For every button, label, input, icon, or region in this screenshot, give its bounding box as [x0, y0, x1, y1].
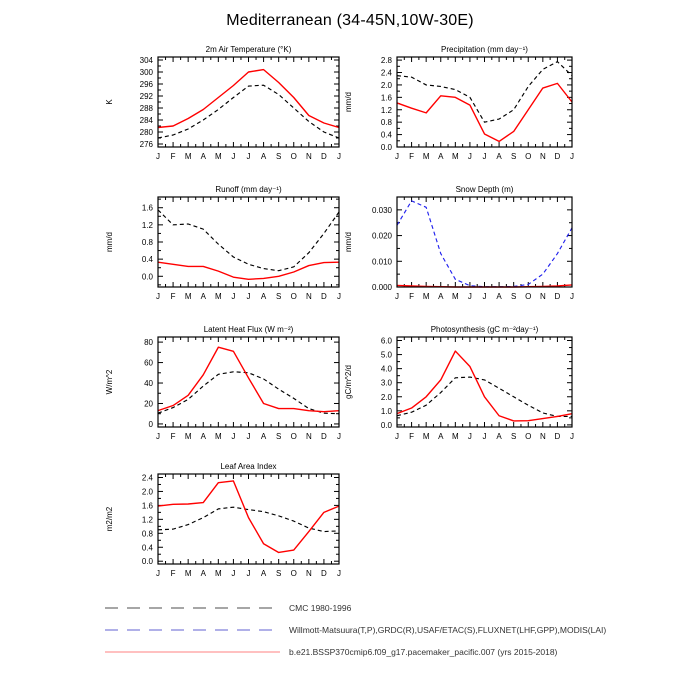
plot-frame: [158, 197, 339, 287]
y-axis-title: mm/d: [105, 232, 114, 252]
x-tick-label: J: [156, 292, 160, 301]
series-line-0: [158, 85, 339, 138]
x-tick-label: N: [305, 569, 312, 578]
x-tick-label: M: [214, 152, 222, 161]
x-tick-label: M: [184, 292, 192, 301]
y-tick-label: 0.000: [371, 283, 392, 292]
x-tick-label: O: [290, 569, 297, 578]
y-tick-label: 0.8: [380, 118, 392, 128]
chart-panel: [96, 181, 353, 317]
y-axis-title: m2/m2: [105, 506, 114, 532]
x-tick-labels: [395, 432, 574, 441]
chart-panel: [335, 181, 586, 317]
series-line-1: [158, 347, 339, 411]
x-tick-label: J: [246, 569, 251, 578]
x-tick-label: A: [200, 152, 206, 161]
y-tick-label: 0.0: [141, 557, 153, 567]
legend-line-dashed-black: [104, 604, 282, 612]
chart-title: 2m Air Temperature (°K): [205, 45, 292, 54]
y-tick-labels: [142, 204, 154, 282]
y-tick-label: 1.0: [380, 406, 392, 416]
x-tick-label: J: [570, 292, 574, 301]
series-line-1: [158, 262, 339, 279]
x-tick-label: M: [422, 292, 430, 301]
chart-title: Runoff (mm day⁻¹): [215, 185, 282, 194]
x-tick-labels: [156, 292, 341, 301]
x-tick-label: J: [482, 152, 487, 161]
y-axis-title: gC/m^2/d: [344, 365, 353, 399]
y-tick-label: 296: [139, 80, 153, 89]
y-tick-label: 40: [144, 379, 153, 389]
x-tick-label: J: [337, 569, 341, 578]
x-tick-label: F: [170, 569, 176, 578]
x-tick-label: S: [510, 152, 517, 161]
y-tick-label: 0.4: [380, 130, 392, 140]
y-tick-label: 2.0: [380, 392, 392, 402]
x-tick-label: N: [539, 292, 546, 301]
axis-ticks: [158, 197, 339, 287]
y-tick-label: 20: [144, 399, 153, 409]
legend: [104, 601, 606, 658]
legend-entry: [104, 645, 606, 658]
x-tick-label: O: [290, 432, 297, 441]
series-line-1: [158, 481, 339, 553]
chart-canvas: [96, 41, 353, 177]
x-tick-labels: [156, 152, 341, 161]
y-tick-label: 6.0: [380, 336, 392, 346]
x-tick-label: A: [260, 432, 267, 441]
x-tick-label: M: [422, 432, 430, 441]
y-tick-label: 80: [144, 338, 153, 348]
x-tick-label: F: [409, 152, 415, 161]
x-tick-label: A: [200, 432, 206, 441]
y-tick-labels: [140, 56, 154, 149]
chart-canvas: [96, 321, 353, 457]
x-tick-label: J: [395, 432, 399, 441]
x-tick-label: O: [290, 152, 297, 161]
y-tick-labels: [381, 56, 393, 152]
series-line-1: [397, 351, 572, 421]
legend-entry: [104, 623, 606, 636]
x-tick-label: N: [305, 292, 312, 301]
x-tick-label: A: [260, 152, 267, 161]
y-tick-labels: [142, 473, 154, 566]
y-tick-labels: [144, 338, 153, 429]
x-tick-label: J: [482, 432, 487, 441]
legend-line-solid-red: [104, 648, 282, 656]
x-tick-label: M: [214, 432, 222, 441]
x-tick-labels: [156, 432, 341, 441]
y-tick-label: 4.0: [380, 364, 392, 374]
x-tick-label: S: [275, 292, 282, 301]
x-tick-labels: [395, 292, 574, 301]
y-tick-label: 0.0: [380, 143, 392, 152]
chart-canvas: [335, 41, 586, 177]
x-tick-label: O: [290, 292, 297, 301]
chart-panel: [335, 41, 586, 177]
series-line-0: [397, 62, 572, 123]
x-tick-label: J: [231, 432, 236, 441]
y-tick-label: 0.8: [141, 529, 153, 539]
axis-ticks: [158, 337, 339, 427]
y-tick-label: 0.4: [141, 255, 153, 265]
chart-title: Precipitation (mm day⁻¹): [441, 45, 528, 54]
y-tick-label: 0.8: [141, 238, 153, 247]
x-tick-label: F: [170, 292, 176, 301]
y-tick-labels: [372, 206, 393, 292]
x-tick-label: S: [275, 432, 282, 441]
x-tick-label: J: [467, 152, 472, 161]
legend-label: CMC 1980-1996: [289, 602, 352, 613]
x-tick-label: J: [337, 292, 341, 301]
x-tick-labels: [395, 152, 574, 161]
x-tick-label: J: [231, 292, 236, 301]
x-tick-label: J: [231, 569, 236, 578]
x-tick-label: D: [554, 152, 561, 161]
x-tick-label: A: [200, 569, 206, 578]
y-tick-label: 300: [139, 68, 153, 77]
legend-label: b.e21.BSSP370cmip6.f09_g17.pacemaker_pacific.007 (yrs 2015-2018): [289, 646, 558, 657]
y-tick-label: 0.010: [371, 257, 392, 267]
series-line-0: [397, 201, 572, 287]
x-tick-label: S: [275, 569, 282, 578]
series-line-1: [158, 70, 339, 128]
axis-ticks: [158, 57, 339, 147]
chart-canvas: [335, 181, 586, 317]
x-tick-label: M: [451, 152, 459, 161]
x-tick-label: J: [246, 292, 251, 301]
y-tick-label: 1.6: [380, 93, 392, 103]
chart-panel: [96, 41, 353, 177]
chart-title: Leaf Area Index: [220, 462, 277, 471]
legend-line-dashed-blue: [104, 626, 282, 634]
y-tick-label: 0.0: [380, 420, 392, 430]
x-tick-label: F: [409, 432, 415, 441]
x-tick-label: A: [200, 292, 206, 301]
x-tick-label: J: [246, 432, 251, 441]
series-line-1: [397, 83, 572, 141]
x-tick-label: M: [451, 432, 459, 441]
chart-canvas: [96, 458, 353, 594]
y-axis-title: K: [105, 99, 114, 105]
x-tick-label: M: [422, 152, 430, 161]
y-tick-label: 0.030: [371, 205, 392, 215]
x-tick-label: A: [438, 432, 444, 441]
x-tick-label: J: [467, 432, 472, 441]
axis-ticks: [397, 197, 572, 287]
legend-label: Willmott-Matsuura(T,P),GRDC(R),USAF/ETAC(S),FLUXNET(LHF,GPP),MODIS(LAI): [289, 624, 607, 635]
x-tick-label: J: [156, 569, 160, 578]
x-tick-label: A: [438, 292, 444, 301]
y-tick-label: 3.0: [380, 378, 392, 388]
x-tick-label: J: [156, 152, 160, 161]
x-tick-label: M: [214, 292, 222, 301]
y-tick-label: 304: [139, 56, 153, 65]
x-tick-label: D: [321, 292, 327, 301]
y-axis-title: W/m^2: [105, 369, 114, 395]
x-tick-label: M: [184, 569, 192, 578]
x-tick-label: A: [260, 292, 267, 301]
chart-title: Snow Depth (m): [455, 185, 514, 194]
y-tick-label: 2.0: [141, 487, 153, 497]
y-tick-label: 2.4: [380, 68, 392, 78]
x-tick-label: M: [184, 432, 192, 441]
x-tick-label: F: [409, 292, 415, 301]
y-tick-label: 2.4: [141, 473, 153, 483]
x-tick-label: J: [156, 432, 160, 441]
x-tick-label: O: [525, 292, 532, 301]
x-tick-label: O: [525, 432, 532, 441]
plot-frame: [397, 197, 572, 287]
x-tick-label: D: [321, 152, 327, 161]
x-tick-label: D: [554, 292, 561, 301]
x-tick-label: J: [246, 152, 251, 161]
x-tick-label: S: [275, 152, 282, 161]
chart-title: Latent Heat Flux (W m⁻²): [203, 325, 294, 334]
x-tick-label: D: [554, 432, 561, 441]
y-tick-label: 292: [139, 92, 153, 101]
y-tick-label: 60: [144, 358, 153, 368]
x-tick-label: N: [539, 152, 546, 161]
y-tick-label: 5.0: [380, 350, 392, 360]
y-tick-label: 276: [139, 140, 153, 149]
y-tick-labels: [381, 337, 393, 430]
x-tick-label: J: [337, 432, 341, 441]
y-tick-label: 2.0: [380, 80, 392, 90]
y-tick-label: 280: [139, 128, 153, 137]
chart-panel: [96, 458, 353, 594]
x-tick-label: J: [337, 152, 341, 161]
chart-title: Photosynthesis (gC m⁻²day⁻¹): [430, 325, 539, 334]
page-title: Mediterranean (34-45N,10W-30E): [226, 12, 474, 29]
x-tick-labels: [156, 569, 341, 578]
x-tick-label: N: [305, 432, 312, 441]
x-tick-label: J: [482, 292, 487, 301]
x-tick-label: J: [231, 152, 236, 161]
series-line-0: [158, 210, 339, 271]
x-tick-label: A: [496, 152, 502, 161]
x-tick-label: S: [510, 292, 517, 301]
x-tick-label: M: [451, 292, 459, 301]
y-tick-label: 1.6: [141, 501, 153, 511]
chart-canvas: [335, 321, 586, 457]
plot-frame: [158, 57, 339, 147]
chart-panel: [335, 321, 586, 457]
x-tick-label: J: [570, 152, 574, 161]
y-tick-label: 284: [139, 116, 153, 125]
y-tick-label: 1.6: [141, 203, 153, 213]
y-tick-label: 0.0: [141, 272, 153, 282]
y-axis-title: mm/d: [344, 232, 353, 252]
x-tick-label: A: [260, 569, 267, 578]
x-tick-label: J: [570, 432, 574, 441]
x-tick-label: M: [184, 152, 192, 161]
x-tick-label: J: [395, 152, 399, 161]
x-tick-label: A: [496, 432, 502, 441]
x-tick-label: N: [539, 432, 546, 441]
x-tick-label: F: [170, 152, 176, 161]
x-tick-label: D: [321, 432, 327, 441]
y-tick-label: 1.2: [141, 515, 153, 525]
x-tick-label: O: [525, 152, 532, 161]
x-tick-label: J: [467, 292, 472, 301]
y-tick-label: 0.020: [371, 231, 392, 241]
x-tick-label: J: [395, 292, 399, 301]
x-tick-label: M: [214, 569, 222, 578]
y-axis-title: mm/d: [344, 92, 353, 112]
x-tick-label: F: [170, 432, 176, 441]
y-tick-label: 1.2: [141, 220, 153, 230]
y-tick-label: 1.2: [380, 105, 392, 115]
legend-entry: [104, 601, 606, 614]
x-tick-label: A: [438, 152, 444, 161]
chart-canvas: [96, 181, 353, 317]
x-tick-label: N: [305, 152, 312, 161]
chart-panel: [96, 321, 353, 457]
x-tick-label: A: [496, 292, 502, 301]
y-tick-label: 0: [148, 419, 153, 429]
y-tick-label: 2.8: [380, 56, 392, 66]
x-tick-label: S: [510, 432, 517, 441]
y-tick-label: 288: [139, 104, 153, 113]
plot-frame: [158, 337, 339, 427]
y-tick-label: 0.4: [141, 543, 153, 553]
x-tick-label: D: [321, 569, 327, 578]
